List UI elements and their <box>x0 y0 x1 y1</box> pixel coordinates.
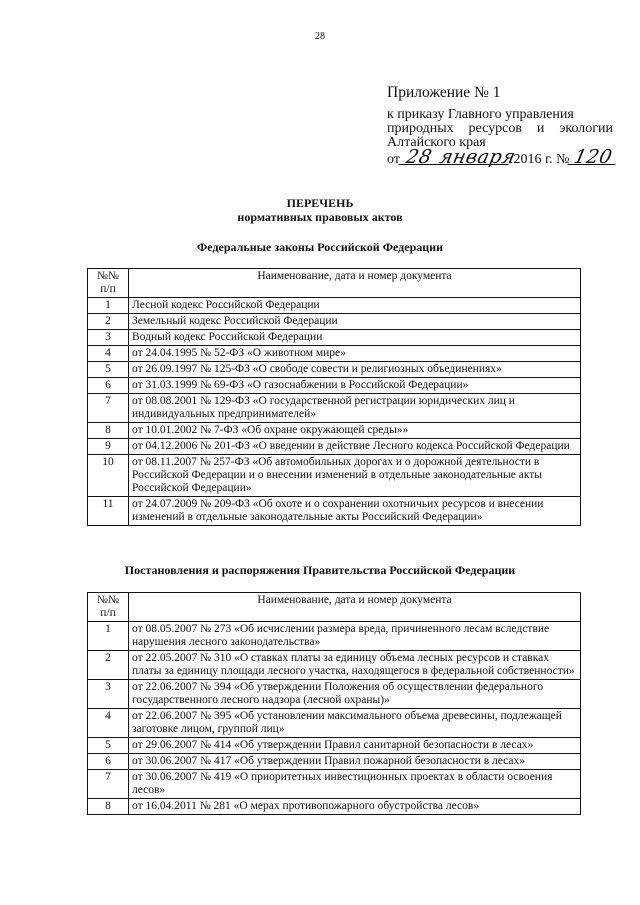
appendix-word: и <box>536 121 545 136</box>
list-title: ПЕРЕЧЕНЬ <box>286 196 354 210</box>
row-number: 2 <box>88 651 129 680</box>
government-decrees-table <box>87 592 581 815</box>
row-number: 5 <box>88 738 129 754</box>
row-number: 6 <box>88 378 129 394</box>
handwritten-month: января <box>437 146 518 168</box>
date-year: 2016 г. № <box>513 152 570 167</box>
appendix-word: ресурсов <box>468 121 522 136</box>
document-name: от 08.11.2007 № 257-ФЗ «Об автомобильных дорогах и о дорожной деятельности в Российской Федерации и о внесении изменений в отдельные законодательные акты Российской Федерации» <box>129 455 581 497</box>
document-name: от 16.04.2011 № 281 «О мерах противопожарного обустройства лесов» <box>129 799 581 815</box>
table-row <box>88 799 581 815</box>
document-name: Лесной кодекс Российской Федерации <box>129 298 581 314</box>
table-row <box>88 439 581 455</box>
document-name: от 30.06.2007 № 419 «О приоритетных инвестиционных проектах в области освоения лесов» <box>129 770 581 799</box>
table-header-row <box>88 593 581 622</box>
appendix-line-2 <box>387 122 613 136</box>
document-name: от 29.06.2007 № 414 «Об утверждении Правил санитарной безопасности в лесах» <box>129 738 581 754</box>
row-number: 8 <box>88 423 129 439</box>
table-row <box>88 770 581 799</box>
table-row <box>88 378 581 394</box>
row-number: 6 <box>88 754 129 770</box>
document-name: Земельный кодекс Российской Федерации <box>129 314 581 330</box>
document-name: от 22.05.2007 № 310 «О ставках платы за единицу объема лесных ресурсов и ставках платы за единицу площади лесного участка, находящегося в федеральной собственности» <box>129 651 581 680</box>
federal-laws-table <box>87 268 581 526</box>
column-header-number: №№ п/п <box>88 269 129 298</box>
list-subtitle: нормативных правовых актов <box>237 210 403 224</box>
row-number: 1 <box>88 298 129 314</box>
row-number: 2 <box>88 314 129 330</box>
row-number: 7 <box>88 770 129 799</box>
table-row <box>88 362 581 378</box>
document-name: от 24.07.2009 № 209-ФЗ «Об охоте и о сохранении охотничьих ресурсов и внесении изменений в отдельные законодательные акты Российский Федерации» <box>129 497 581 526</box>
row-number: 9 <box>88 439 129 455</box>
table-row <box>88 680 581 709</box>
document-name: Водный кодекс Российской Федерации <box>129 330 581 346</box>
section-2-title: Постановления и распоряжения Правительства Российской Федерации <box>124 563 516 577</box>
document-name: от 30.06.2007 № 417 «Об утверждении Правил пожарной безопасности в лесах» <box>129 754 581 770</box>
document-name: от 08.05.2007 № 273 «Об исчислении размера вреда, причиненного лесам вследствие нарушения лесного законодательства» <box>129 622 581 651</box>
document-name: от 22.06.2007 № 395 «Об установлении максимального объема древесины, подлежащей заготовке лицом, группой лиц» <box>129 709 581 738</box>
table-row <box>88 651 581 680</box>
row-number: 4 <box>88 709 129 738</box>
table-row <box>88 622 581 651</box>
table-row <box>88 754 581 770</box>
section-1-title: Федеральные законы Российской Федерации <box>197 240 443 254</box>
row-number: 5 <box>88 362 129 378</box>
column-header-name: Наименование, дата и номер документа <box>129 593 581 622</box>
handwritten-day: 28 <box>398 150 439 165</box>
document-name: от 22.06.2007 № 394 «Об утверждении Положения об осуществлении федерального государственного лесного надзора (лесной охраны)» <box>129 680 581 709</box>
appendix-word: природных <box>387 121 454 136</box>
table-row <box>88 455 581 497</box>
document-name: от 08.08.2001 № 129-ФЗ «О государственной регистрации юридических лиц и индивидуальных предпринимателей» <box>129 394 581 423</box>
appendix-line-3: Алтайского края <box>387 135 486 150</box>
appendix-title: Приложение № 1 <box>387 84 501 101</box>
row-number: 4 <box>88 346 129 362</box>
table-row <box>88 298 581 314</box>
column-header-number: №№ п/п <box>88 593 129 622</box>
table-row <box>88 314 581 330</box>
table-row <box>88 423 581 439</box>
table-row <box>88 346 581 362</box>
page-number: 28 <box>315 31 325 42</box>
document-name: от 04.12.2006 № 201-ФЗ «О введении в действие Лесного кодекса Российской Федерации <box>129 439 581 455</box>
table-row <box>88 709 581 738</box>
table-row <box>88 394 581 423</box>
row-number: 11 <box>88 497 129 526</box>
row-number: 3 <box>88 330 129 346</box>
column-header-name: Наименование, дата и номер документа <box>129 269 581 298</box>
row-number: 3 <box>88 680 129 709</box>
document-name: от 24.04.1995 № 52-ФЗ «О животном мире» <box>129 346 581 362</box>
appendix-date-line <box>387 146 627 168</box>
table-row <box>88 497 581 526</box>
document-name: от 26.09.1997 № 125-ФЗ «О свободе совести и религиозных объединениях» <box>129 362 581 378</box>
row-number: 1 <box>88 622 129 651</box>
table-row <box>88 330 581 346</box>
table-row <box>88 738 581 754</box>
date-prefix: от <box>387 152 400 167</box>
row-number: 8 <box>88 799 129 815</box>
document-name: от 31.03.1999 № 69-ФЗ «О газоснабжении в Российской Федерации» <box>129 378 581 394</box>
appendix-word: экологии <box>559 121 613 136</box>
appendix-line-1: к приказу Главного управления <box>387 107 574 122</box>
handwritten-number: 120 <box>568 150 619 165</box>
table-header-row <box>88 269 581 298</box>
row-number: 10 <box>88 455 129 497</box>
row-number: 7 <box>88 394 129 423</box>
appendix-block <box>387 86 627 167</box>
document-name: от 10.01.2002 № 7-ФЗ «Об охране окружающей среды»» <box>129 423 581 439</box>
